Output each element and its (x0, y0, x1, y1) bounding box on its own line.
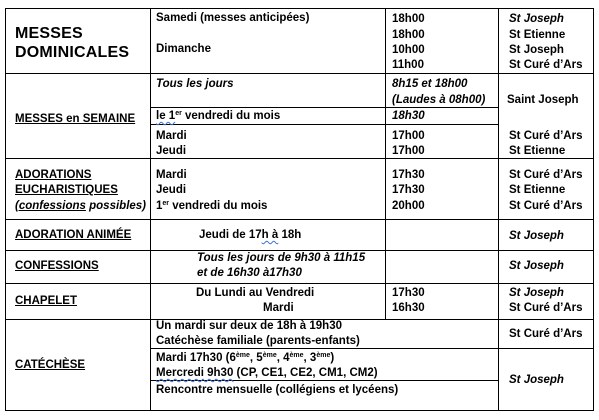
ordinal-suffix: ème (262, 352, 277, 359)
section-title: MESSES en SEMAINE (15, 113, 136, 125)
day-label: Dimanche (156, 43, 211, 55)
place-value: St Curé d’Ars (509, 328, 583, 340)
place-value: St Joseph (509, 13, 564, 25)
day-label: Tous les jours (156, 78, 234, 90)
day-label: Jeudi (156, 145, 187, 157)
place-value: St Etienne (509, 145, 566, 157)
day-label-prefix: 1 (156, 200, 163, 212)
time-value: 17h30 (392, 169, 425, 181)
time-value: 10h00 (392, 44, 425, 56)
day-label (156, 109, 280, 123)
schedule-text: Un mardi sur deux de 18h à 19h30 (156, 320, 342, 332)
schedule-part: , 4 (276, 352, 290, 364)
time-value: 17h00 (392, 130, 425, 142)
time-value: (Laudes à 08h00) (392, 94, 486, 106)
place-value: St Curé d’Ars (509, 59, 583, 71)
schedule-text: Catéchèse familiale (parents-enfants) (156, 335, 360, 347)
place-value: St Curé d’Ars (509, 130, 583, 142)
day-label-rest: vendredi du mois (169, 200, 268, 212)
schedule-part: , 5 (249, 352, 263, 364)
time-value: 17h30 (392, 287, 425, 299)
section-title: EUCHARISTIQUES (15, 184, 118, 196)
time-value: 17h00 (392, 145, 425, 157)
section-title: CHAPELET (15, 295, 77, 307)
day-label: Mardi (156, 130, 187, 142)
schedule-part: Mardi 17h30 (6 (156, 352, 236, 364)
place-value: St Curé d’Ars (509, 169, 583, 181)
day-label: Samedi (messes anticipées) (156, 12, 310, 24)
section-title: ADORATIONS (15, 169, 92, 181)
day-label-rest: vendredi du mois (181, 110, 281, 122)
time-value: 18h30 (392, 110, 425, 122)
section-title: CATÉCHÈSE (15, 359, 86, 371)
schedule-text (199, 228, 301, 242)
schedule-part: Jeudi de 17 (199, 229, 262, 241)
schedule-part: h à (261, 229, 279, 241)
section-title: MESSES (15, 25, 83, 42)
ordinal-suffix: ème (235, 352, 250, 359)
day-label (156, 199, 267, 213)
schedule-part: (CP, CE1, CE2, CM1, CM2) (233, 367, 378, 379)
subtitle-part: possibles) (85, 200, 147, 212)
schedule-part: 9h30 (203, 367, 234, 379)
day-label-prefix: le 1 (156, 110, 176, 122)
time-value: 11h00 (392, 59, 424, 71)
section-subtitle (15, 199, 146, 213)
place-value: St Joseph (509, 230, 564, 242)
schedule-text (156, 366, 378, 380)
ordinal-suffix: er (175, 110, 182, 117)
subtitle-part: (confessions (15, 200, 86, 212)
schedule-part: , 3 (303, 352, 317, 364)
place-value: St Curé d’Ars (509, 200, 583, 212)
place-value: St Etienne (509, 29, 566, 41)
section-title: ADORATION ANIMÉE (15, 229, 132, 241)
place-value: St Joseph (509, 44, 564, 56)
schedule-text (156, 351, 334, 365)
schedule-text: Rencontre mensuelle (collégiens et lycéens) (156, 384, 399, 396)
day-label: Mardi (156, 169, 187, 181)
time-value: 16h30 (392, 302, 425, 314)
time-value: 20h00 (392, 200, 425, 212)
day-label: Jeudi (156, 184, 187, 196)
day-label: Mardi (263, 302, 294, 314)
schedule-text: et de 16h30 à17h30 (197, 267, 302, 279)
place-value: St Joseph (509, 374, 564, 386)
schedule-part: Mercredi (156, 367, 204, 379)
schedule-text: Tous les jours de 9h30 à 11h15 (197, 252, 366, 264)
time-value: 18h00 (392, 29, 425, 41)
place-value: Saint Joseph (507, 94, 579, 106)
day-label: Du Lundi au Vendredi (196, 287, 315, 299)
section-title: CONFESSIONS (15, 260, 99, 272)
place-value: St Etienne (509, 184, 566, 196)
place-value: St Joseph (509, 287, 564, 299)
time-value: 17h30 (392, 184, 425, 196)
ordinal-suffix: er (162, 200, 170, 207)
time-value: 18h00 (392, 13, 425, 25)
ordinal-suffix: ème (316, 352, 331, 359)
place-value: St Joseph (509, 260, 564, 272)
time-value: 8h15 et 18h00 (392, 78, 468, 90)
schedule-part: ) (330, 352, 335, 364)
place-value: St Curé d’Ars (509, 302, 583, 314)
ordinal-suffix: ème (289, 352, 304, 359)
schedule-part: 18h (278, 229, 302, 241)
section-title: DOMINICALES (15, 44, 130, 61)
